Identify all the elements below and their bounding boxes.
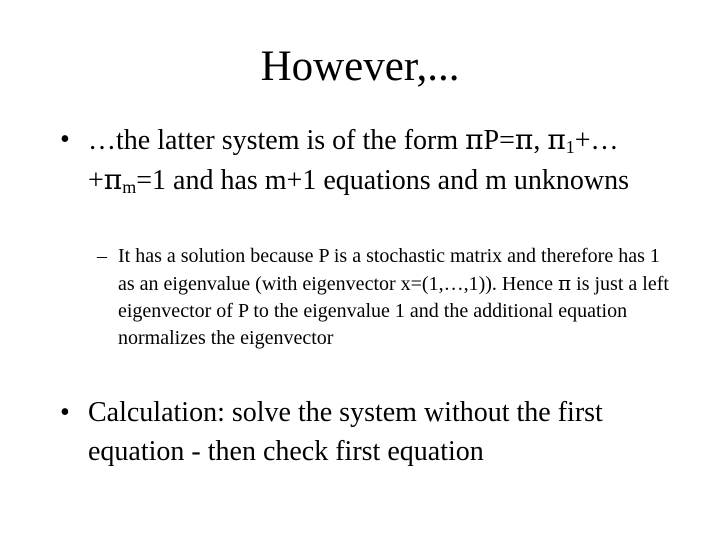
bullet-text-1: …the latter system is of the form πP=π, $\pi_1+\dots+\pi_m=1$ and has m+1 equations and m unknowns (88, 123, 629, 197)
bullet-text-2: Calculation: solve the system without the first equation - then check first equation (88, 397, 603, 467)
bullet-icon: • (60, 397, 70, 428)
slide-title: However,... (260, 43, 460, 90)
dash-icon: – (97, 245, 107, 267)
sub-bullet-text: It has a solution because P is a stochastic matrix and therefore has 1 as an eigenvalue (with eigenvector x=(1,…,1)). Hence π is just a left eigenvector of P to the eigenvalue 1 and the additional equation normalizes the eigenvector (118, 245, 669, 349)
bullet-item-1 (60, 120, 680, 200)
bullet-icon: • (60, 124, 70, 155)
sub-bullet-item (97, 243, 678, 352)
bullet-item-2 (60, 393, 680, 471)
